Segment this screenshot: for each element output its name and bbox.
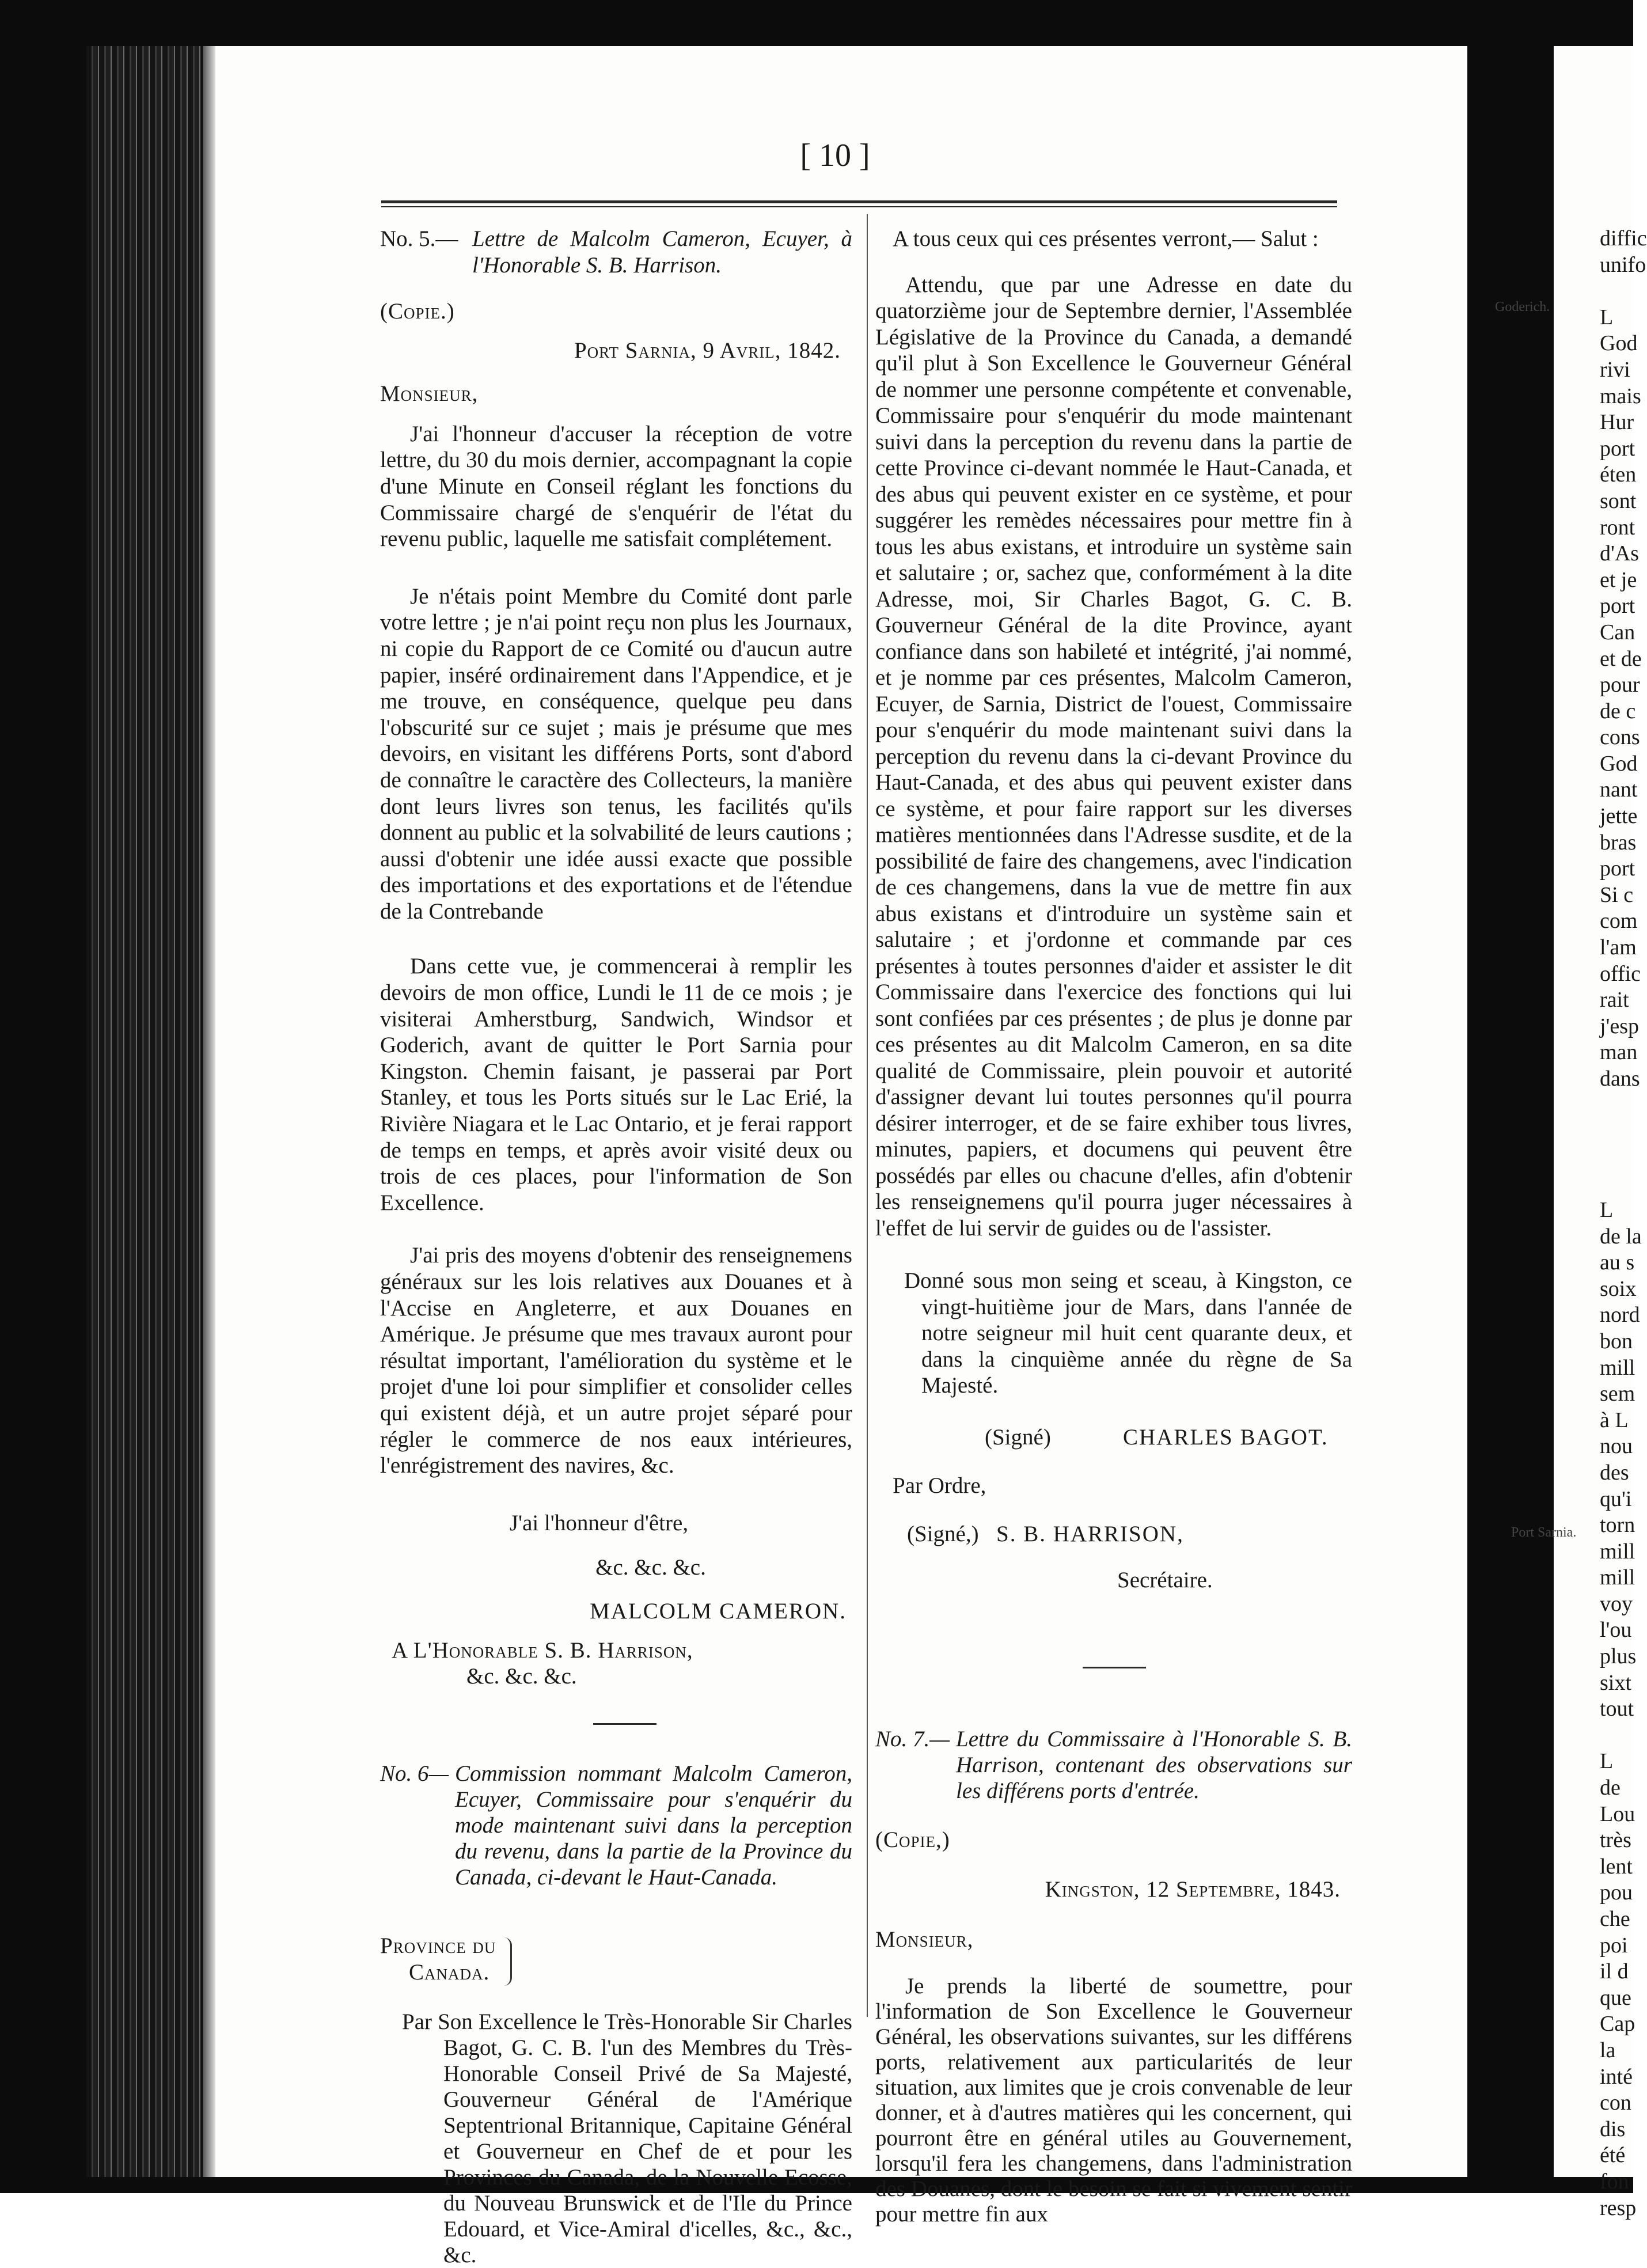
letter-5-heading — [380, 226, 852, 279]
signature-bagot-line — [875, 1424, 1352, 1453]
next-page-line: il d — [1600, 1959, 1629, 1984]
next-page-line: rait — [1600, 988, 1629, 1012]
next-page-line: sont — [1600, 488, 1637, 513]
next-page-line: pour — [1600, 673, 1640, 697]
next-page-line: fon — [1600, 2169, 1629, 2194]
next-page-line: et je — [1600, 567, 1637, 592]
next-page-line: unifo — [1600, 252, 1646, 277]
next-page-line — [1600, 1093, 1647, 1119]
margin-note-port-sarnia: Port Sarnia. — [1511, 1525, 1577, 1540]
next-page-line: man — [1600, 1040, 1638, 1065]
next-page-line: j'esp — [1600, 1014, 1640, 1038]
next-page-fragments — [1600, 226, 1647, 2221]
header-rule — [381, 200, 1337, 203]
next-page-line: au s — [1600, 1250, 1635, 1275]
next-page-line: sixt — [1600, 1670, 1631, 1695]
next-page-line: che — [1600, 1907, 1630, 1931]
next-page-edge — [1554, 46, 1647, 2220]
next-page-line: nord — [1600, 1303, 1640, 1328]
next-page-line: pou — [1600, 1880, 1633, 1905]
next-page-line — [1600, 1118, 1647, 1145]
next-page-line: mill — [1600, 1539, 1635, 1564]
book-page-edges — [86, 46, 202, 2177]
section-rule — [593, 1723, 656, 1725]
commission-attendu: Attendu, que par une Adresse en date du quatorzième jour de Septembre dernier, l'Assemblée Législative de la Province du Canada, a demandé qu'il plut à Son Excellence le Gouverneur Général de nommer une personne compétente et convenable, Commissaire pour s'enquérir du mode maintenant suivi dans la perception du revenu dans la partie de cette Province ci-devant nommée le Haut-Canada, et des abus qui peuvent exister en ce système, et pour suggérer les remèdes nécessaires pour mettre fin à tous les abus existans, et introduire un système sain et salutaire ; or, sachez que, conformément à la dite Adresse, moi, Sir Charles Bagot, G. C. B. Gouverneur Général de la dite Province, ayant confiance dans son habileté et intégrité, j'ai nommé, et je nomme par ces présentes, Malcolm Cameron, Ecuyer, de Sarnia, District de l'ouest, Commissaire pour s'enquérir du mode maintenant suivi dans la perception du revenu dans la ci-devant Province du Haut-Canada, et des abus qui peuvent exister dans ce système, et pour faire rapport sur les diverses matières mentionnées dans l'Adresse susdite, et de la possibilité de faire des changemens, avec l'indication de ces changemens, dans la vue de mettre fin aux abus existans et d'introduire un système sain et salutaire ; et j'ordonne et commande par ces présentes à toutes personnes d'aider et assister le dit Commissaire dans l'exercice des fonctions qui lui sont confiées par ces présentes ; de plus je donne par ces présentes au dit Malcolm Cameron, en sa dite qualité de Commissaire, plein pouvoir et autorité d'assigner devant lui toutes personnes qu'il pourra désirer interroger, et de se faire exhiber tous livres, minutes, papiers, et documens qui peuvent être possédés par elles ou chacune d'elles, afin d'obtenir les renseignemens qu'il pourra juger nécessaires à l'effet de lui servir de guides ou de l'assister. — [875, 272, 1352, 1241]
next-page-line: Lou — [1600, 1801, 1635, 1826]
next-page-line: torn — [1600, 1513, 1635, 1538]
next-page-line: qu'i — [1600, 1486, 1632, 1511]
letter-7-paragraph: Je prends la liberté de soumettre, pour l'information de Son Excellence le Gouverneur Général, les observations suivantes, sur les différens ports, relativement aux particularités de leur situation, aux limites que je crois convenable de leur donner, et à d'autres matières qui les concernent, qui pourront être en général utiles au Gouvernement, lorsqu'il fera les changemens, dans l'administration des Douanes, dont le besoin se fait si vivement sentir pour mettre fin aux — [875, 1974, 1352, 2227]
next-page-line: Si c — [1600, 882, 1634, 907]
next-page-line: port — [1600, 594, 1635, 619]
letter-5-addressee: A L'Honorable S. B. Harrison, — [392, 1637, 693, 1663]
margin-note-goderich: Goderich. — [1495, 299, 1550, 314]
next-page-line: des — [1600, 1460, 1629, 1485]
next-page-line: L — [1600, 1197, 1614, 1222]
next-page-line: nant — [1600, 778, 1638, 802]
next-page-line: l'am — [1600, 935, 1637, 960]
signature-harrison-line — [875, 1521, 1352, 1550]
signe-label: (Signé,) — [907, 1521, 979, 1546]
next-page-line: jette — [1600, 804, 1638, 829]
par-son-excellence: Par Son Excellence le Très-Honorable Sir Charles Bagot, G. C. B. l'un des Membres du Très-Honorable Conseil Privé de Sa Majesté, Gouverneur Général de l'Amérique Septentrional Britannique, Capitaine Général et Gouverneur en Chef de et pour les Provinces du Canada, de la Nouvelle Ecosse, du Nouveau Brunswick et de l'Ile du Prince Edouard, et Vice-Amiral d'icelles, &c., &c., &c. — [402, 2009, 852, 2267]
next-page-line: de c — [1600, 699, 1636, 723]
letter-5-paragraph: Dans cette vue, je commencerai à remplir les devoirs de mon office, Lundi le 11 de ce mois ; je visiterai Amherstburg, Sandwich, Windsor et Goderich, avant de quitter le Port Sarnia pour Kingston. Chemin faisant, je passerai par Port Stanley, et tous les Ports situés sur le Lac Erié, la Rivière Niagara et le Lac Ontario, et je ferai rapport de temps en temps, et après avoir visité deux ou trois de ces places, pour l'information de Son Excellence. — [380, 954, 852, 1215]
next-page-line: que — [1600, 1985, 1631, 2010]
letter-7-number: No. 7.— — [875, 1727, 950, 1752]
letter-5-title: Lettre de Malcolm Cameron, Ecuyer, à l'Honorable S. B. Harrison. — [472, 226, 852, 278]
province-label-canada: Canada. — [409, 1959, 490, 1985]
next-page-line — [1600, 1145, 1647, 1171]
commission-6-heading — [380, 1761, 852, 1890]
next-page-line: inté — [1600, 2064, 1633, 2089]
next-page-line: rivi — [1600, 357, 1630, 382]
commission-salut: A tous ceux qui ces présentes verront,— Salut : — [893, 226, 1319, 251]
next-page-line: poi — [1600, 1933, 1628, 1958]
page-number: [ 10 ] — [800, 138, 870, 173]
commission-6-number: No. 6— — [380, 1761, 449, 1786]
section-rule — [1083, 1667, 1146, 1668]
scan-border-top — [0, 0, 1633, 46]
next-page-line: dans — [1600, 1067, 1640, 1091]
letter-7-salutation: Monsieur, — [875, 1927, 974, 1952]
next-page-line: God — [1600, 751, 1638, 776]
next-page-line: dis — [1600, 2117, 1626, 2141]
next-page-line: port — [1600, 436, 1635, 461]
next-page-line: resp — [1600, 2195, 1637, 2220]
letter-5-paragraph: J'ai l'honneur d'accuser la réception de votre lettre, du 30 du mois dernier, accompagnant la copie d'une Minute en Conseil réglant les fonctions du Commissaire chargé de s'enquérir de l'état du revenu public, laquelle me satisfait complétement. — [380, 421, 852, 552]
next-page-line: con — [1600, 2091, 1631, 2115]
next-page-line: de — [1600, 1776, 1621, 1800]
letter-5-paragraph: J'ai pris des moyens d'obtenir des renseignemens généraux sur les lois relatives aux Douanes et à l'Accise en Angleterre, et aux Douanes en Amérique. Je présume que mes travaux auront pour résultat important, l'amélioration du système et le projet d'une loi pour simplifier et consolider celles qui existent déjà, et un autre projet séparé pour régler le commerce de nos eaux intérieures, l'enrégistrement des navires, &c. — [380, 1243, 852, 1478]
header-rule-thin — [381, 206, 1337, 207]
letter-5-closing: J'ai l'honneur d'être, — [509, 1510, 689, 1535]
next-page-line: tout — [1600, 1697, 1634, 1721]
next-page-line: lent — [1600, 1854, 1633, 1879]
next-page-line: la — [1600, 2038, 1616, 2062]
signature-bagot: CHARLES BAGOT. — [1123, 1425, 1329, 1450]
letter-5-copie: (Copie.) — [380, 299, 455, 324]
next-page-line: ront — [1600, 515, 1635, 540]
next-page-line — [1600, 278, 1647, 305]
letter-5-number: No. 5.— — [380, 226, 458, 251]
letter-7-copie: (Copie,) — [875, 1827, 950, 1853]
next-page-line: bras — [1600, 830, 1637, 855]
commission-6-body — [875, 226, 1352, 2227]
next-page-line: God — [1600, 331, 1638, 356]
next-page-line: soix — [1600, 1276, 1637, 1301]
page-curl-edge — [203, 46, 215, 2177]
next-page-line: L — [1600, 1749, 1614, 1774]
letter-5-etc: &c. &c. &c. — [595, 1555, 706, 1580]
next-page-line: com — [1600, 909, 1638, 934]
next-page-line: éten — [1600, 462, 1637, 487]
commission-6-title: Commission nommant Malcolm Cameron, Ecuyer, Commissaire pour s'enquérir du mode maintenant suivi dans la perception du revenu, dans la partie de la Province du Canada, ci-devant le Haut-Canada. — [455, 1761, 852, 1890]
next-page-line: sem — [1600, 1382, 1635, 1406]
next-page-line: L — [1600, 305, 1614, 329]
next-page-line: et de — [1600, 646, 1642, 671]
next-page-line: offic — [1600, 961, 1641, 986]
next-page-line: mill — [1600, 1355, 1635, 1380]
next-page-line — [1600, 1171, 1647, 1197]
column-divider — [867, 214, 868, 2017]
next-page-line: mill — [1600, 1565, 1635, 1590]
next-page-line: bon — [1600, 1329, 1633, 1353]
letter-5-salutation: Monsieur, — [380, 381, 479, 407]
signe-label: (Signé) — [985, 1425, 1051, 1450]
next-page-line: port — [1600, 856, 1635, 881]
par-ordre: Par Ordre, — [893, 1473, 986, 1499]
letter-5-addressee-etc: &c. &c. &c. — [466, 1664, 577, 1689]
next-page-line: Cap — [1600, 2012, 1635, 2036]
letter-5-place-date: Port Sarnia, 9 Avril, 1842. — [574, 337, 841, 363]
next-page-line: diffic — [1600, 226, 1647, 251]
next-page-line: été — [1600, 2143, 1626, 2168]
letter-7-place-date: Kingston, 12 Septembre, 1843. — [1045, 1876, 1341, 1902]
next-page-line: à L — [1600, 1408, 1629, 1432]
next-page-line: Can — [1600, 620, 1635, 644]
next-page-line — [1600, 1723, 1647, 1749]
letter-7-title: Lettre du Commissaire à l'Honorable S. B. Harrison, contenant des observations sur les différens ports d'entrée. — [956, 1727, 1352, 1804]
next-page-line: cons — [1600, 725, 1640, 750]
letter-7-heading — [875, 1726, 1352, 1804]
next-page-line: d'As — [1600, 541, 1640, 566]
province-label: Province du — [380, 1933, 496, 1958]
next-page-line: voy — [1600, 1591, 1633, 1616]
next-page-line: nou — [1600, 1434, 1633, 1459]
signature-harrison: S. B. HARRISON, — [996, 1521, 1184, 1546]
letter-5-paragraph: Je n'étais point Membre du Comité dont parle votre lettre ; je n'ai point reçu non plus les Journaux, ni copie du Rapport de ce Comité ou d'aucun autre papier, inséré ordinairement dans l'Appendice, et je me trouve, en conséquence, quelque peu dans l'obscurité sur ce sujet ; mais je présume que mes devoirs, en visitant les différens Ports, sont d'abord de connaître le caractère des Collecteurs, la manière dont leurs livres son tenus, les facilités qu'ils donnent au public et la solvabilité de leurs cautions ; aussi d'obtenir une idée aussi exacte que possible des importations et des exportations et de l'étendue de la Contrebande — [380, 583, 852, 924]
next-page-line: mais — [1600, 384, 1641, 408]
book-gutter — [1467, 0, 1554, 2193]
letter-5 — [380, 226, 852, 2268]
next-page-line: de la — [1600, 1224, 1642, 1249]
next-page-line: l'ou — [1600, 1618, 1632, 1643]
next-page-line: plus — [1600, 1644, 1637, 1669]
next-page-line: Hur — [1600, 410, 1634, 435]
brace-glyph — [501, 1937, 512, 1986]
next-page-line: très — [1600, 1828, 1631, 1853]
letter-5-signature: MALCOLM CAMERON. — [590, 1598, 847, 1624]
commission-donne: Donné sous mon seing et sceau, à Kingston, ce vingt-huitième jour de Mars, dans l'année de notre seigneur mil huit cent quarante deux, et dans la cinquième année du règne de Sa Majesté. — [904, 1268, 1352, 1398]
province-brace — [380, 1933, 852, 1996]
secretaire: Secrétaire. — [1117, 1567, 1213, 1592]
